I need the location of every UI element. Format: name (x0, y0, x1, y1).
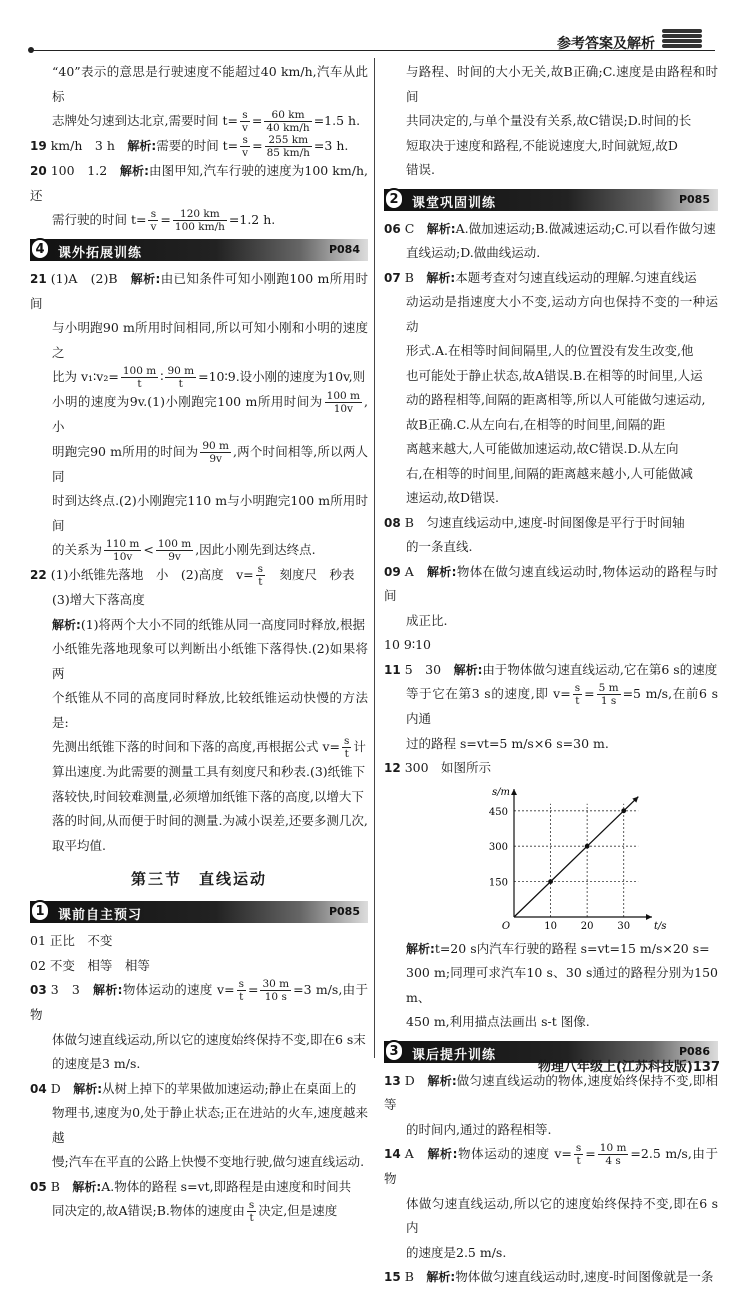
y-axis-arrow (511, 789, 517, 795)
series-line (514, 796, 638, 916)
banner-page: P085 (678, 192, 710, 206)
right-column: 与路程、时间的大小无关,故B正确;C.速度是由路程和时间 共同决定的,与单个量没有关系,故C错误;D.时间的长 短取决于速度和路程,不能说速度大,时间就短,故D 错误. 2 课堂巩固训练 P085 06 C 解析:A.做加速运动;B.做减速运动;C.可以看作做匀速 直线运动;D.做曲线运动. 07 B 解析:本题考查对匀速直线运动的理解.匀速直线运 动运动是指速度大小不变,运动方向也保持不变的一种运动 形式.A.在相等时间间隔里,人的位置没有发生改变,他 也可能处于静止状态,故A错误.B.在相等的时间里,人运 动的路程相等,间隔的距离相等,所以人可能做匀速运动, 故B正确.C.从左向右,在相等的时间里,间隔的距 离越来越大,人可能做加速运动,故C错误.D.从左向 右,在相等的时间里,间隔的距离越来越小,人可能做减 速运动,故D错误. 08 B 匀速直线运动中,速度-时间图像是平行于时间轴 的一条直线. 09 A 解析:物体在做匀速直线运动时,物体运动的路程与时间 成正比. 10 9∶10 11 5 30 解析:由于物体做匀速直线运动,它在第6 s的速度 等于它在第3 s的速度,即 v= $\frac{s}{t}$ = $\frac{5 m}{1 s}$ =5 m/s,在前6 s内通 过的路程 s=vt=5 m/s×6 s=30 m. 12 300 如图所示 10 20 30 150 300 450 O t/s s/m 解析:t=20 s内汽车行驶的路程 s=vt=15 m/s×20 s= 300 m;同理可求汽车10 s、30 s通过的路程分别为150 m、 450 m,利用描点法画出 s-t 图像. 3 课后提升训练 P086 13 D 解析:做匀速直线运动的物体,速度始终保持不变,即相等 的时间内,通过的路程相等. 14 A 解析:物体运动的速度 v= $\frac{s}{t}$ = $\frac{10 m}{4 s}$ =2.5 m/s,由于物 体做匀速直线运动,所以它的速度始终保持不变,即在6 s内 的速度是2.5 m/s. 15 B 解析:物体做匀速直线运动时,速度-时间图像就是一条 (384, 60, 718, 1290)
q12: 12 300 如图所示 (384, 760, 492, 775)
header-title: 参考答案及解析 (557, 36, 655, 52)
banner-extension-training (30, 239, 368, 261)
banner-class-training (384, 189, 718, 211)
banner-title: 课后提升训练 (412, 1047, 497, 1063)
y-tick-label: 450 (488, 806, 508, 818)
q21: 21 (1)A (2)B 解析:由已知条件可知小刚跑100 m所用时间 (30, 271, 368, 311)
q14: 14 A 解析:物体运动的速度 v= $\frac{s}{t}$ = $\frac{10 m}{4 s}$ =2.5 m/s,由于物 (384, 1142, 719, 1186)
q06: 06 C 解析:A.做加速运动;B.做减速运动;C.可以看作做匀速 (384, 220, 716, 236)
q15: 15 B 解析:物体做匀速直线运动时,速度-时间图像就是一条 (384, 1269, 714, 1284)
q09: 09 A 解析:物体在做匀速直线运动时,物体运动的路程与时间 (384, 563, 718, 603)
banner-page: P084 (328, 243, 360, 256)
banner-badge: 2 (384, 188, 404, 210)
q22: 22 (1)小纸锥先落地 小 (2)高度 v= $\frac{s}{t}$ 刻度尺 秒表 (30, 563, 355, 588)
data-point (585, 843, 590, 848)
x-tick-label: 30 (617, 920, 631, 932)
x-tick-label: 10 (544, 920, 557, 932)
column-divider (374, 58, 375, 1058)
q11: 11 5 30 解析:由于物体做匀速直线运动,它在第6 s的速度 (384, 661, 718, 677)
q07: 07 B 解析:本题考查对匀速直线运动的理解.匀速直线运 (384, 269, 697, 285)
y-tick-label: 300 (488, 841, 508, 853)
q03: 03 3 3 解析:物体运动的速度 v= $\frac{s}{t}$ = $\frac{30 m}{10 s}$ =3 m/s,由于物 (30, 978, 369, 1022)
q20: 20 100 1.2 解析:由图甲知,汽车行驶的速度为100 km/h,还 (30, 163, 368, 203)
x-tick-label: 20 (580, 920, 594, 932)
banner-badge: 4 (30, 238, 50, 260)
q05: 05 B 解析:A.物体的路程 s=vt,即路程是由速度和时间共 (30, 1178, 352, 1194)
banner-badge: 1 (30, 900, 50, 922)
x-axis-label: t/s (654, 920, 667, 932)
q01: 01 正比 不变 (30, 933, 113, 948)
fraction: $\frac{s}{v}$ (241, 109, 248, 134)
banner-title: 课堂巩固训练 (412, 195, 497, 211)
q08: 08 B 匀速直线运动中,速度-时间图像是平行于时间轴 (384, 514, 685, 530)
y-axis-label: s/m (492, 786, 510, 798)
left-column: “40”表示的意思是行驶速度不能超过40 km/h,汽车从此标 志牌处匀速到达北京,需要时间 t= $\frac{s}{v}$ = $\frac{60 km}{40 km/h}$ =1.5 h. 19 km/h 3 h 解析:需要的时间 t= $\frac{s}{v}$ = $\frac{255 km}{85 km/h}$ =3 h. 20 100 1.2 解析:由图甲知,汽车行驶的速度为100 km/h,还 需行驶的时间 t= $\frac{s}{v}$ = $\frac{120 km}{100 km/h}$ =1.2 h. 4 课外拓展训练 P084 21 (1)A (2)B 解析:由已知条件可知小刚跑100 m所用时间 与小明跑90 m所用时间相同,所以可知小刚和小明的速度之 比为 v₁∶v₂= $\frac{100 m}{t}$ ∶ $\frac{90 m}{t}$ =10∶9.设小刚的速度为10v,则 小明的速度为9v.(1)小刚跑完100 m所用时间为 $\frac{100 m}{10v}$ ,小 明跑完90 m所用的时间为 $\frac{90 m}{9v}$ ,两个时间相等,所以两人同 时到达终点.(2)小刚跑完110 m与小明跑完100 m所用时间 的关系为 $\frac{110 m}{10v}$ < $\frac{100 m}{9v}$ ,因此小刚先到达终点. 22 (1)小纸锥先落地 小 (2)高度 v= $\frac{s}{t}$ 刻度尺 秒表 (3)增大下落高度 解析:(1)将两个大小不同的纸锥从同一高度同时释放,根据 小纸锥先落地现象可以判断出小纸锥下落得快.(2)如果将两 个纸锥从不同的高度同时释放,比较纸锥运动快慢的方法是: 先测出纸锥下落的时间和下落的高度,再根据公式 v= $\frac{s}{t}$ 计 算出速度.为此需要的测量工具有刻度尺和秒表.(3)纸锥下 落较快,时间较难测量,必须增加纸锥下落的高度,以增大下 落的时间,从而便于时间的测量.为减小误差,还要多测几次, 取平均值. 第三节 直线运动 1 课前自主预习 P085 01 正比 不变 02 不变 相等 相等 03 3 3 解析:物体运动的速度 v= $\frac{s}{t}$ = $\frac{30 m}{10 s}$ =3 m/s,由于物 体做匀速直线运动,所以它的速度始终保持不变,即在6 s末 的速度是3 m/s. 04 D 解析:从树上掉下的苹果做加速运动;静止在桌面上的 物理书,速度为0,处于静止状态;正在进站的火车,速度越来越 慢;汽车在平直的公路上快慢不变地行驶,做匀速直线运动. 05 B 解析:A.物体的路程 s=vt,即路程是由速度和时间共 同决定的,故A错误;B.物体的速度由 $\frac{s}{t}$ 决定,但是速度 (30, 60, 368, 1224)
banner-badge: 3 (384, 1040, 404, 1062)
st-chart-svg (384, 785, 684, 935)
q02: 02 不变 相等 相等 (30, 957, 150, 973)
x-axis-arrow (646, 914, 652, 920)
intro-line-1: “40”表示的意思是行驶速度不能超过40 km/h,汽车从此标 (52, 64, 368, 104)
banner-page: P085 (328, 905, 360, 918)
banner-title: 课前自主预习 (58, 908, 143, 923)
books-icon (662, 28, 702, 50)
banner-title: 课外拓展训练 (58, 246, 143, 261)
origin-label: O (501, 920, 511, 932)
section-title: 第三节 直线运动 (130, 870, 267, 888)
q13: 13 D 解析:做匀速直线运动的物体,速度始终保持不变,即相等 (384, 1072, 718, 1112)
data-point (621, 808, 626, 813)
banner-page: P086 (678, 1044, 710, 1058)
footer-title: 物理八年级上(江苏科技版)137 (537, 1060, 720, 1075)
q19: 19 km/h 3 h 解析:需要的时间 t= $\frac{s}{v}$ = $\frac{255 km}{85 km/h}$ =3 h. (30, 134, 349, 159)
fraction: $\frac{60 km}{40 km/h}$ (266, 109, 310, 134)
data-point (548, 879, 553, 884)
st-chart (384, 785, 684, 935)
q04: 04 D 解析:从树上掉下的苹果做加速运动;静止在桌面上的 (30, 1080, 357, 1096)
y-tick-label: 150 (488, 877, 508, 889)
q10: 10 9∶10 (384, 637, 431, 652)
intro-line-2: 志牌处匀速到达北京,需要时间 t= $\frac{s}{v}$ = $\frac{60 km}{40 km/h}$ =1.5 h. (52, 109, 361, 134)
q20-line-2: 需行驶的时间 t= $\frac{s}{v}$ = $\frac{120 km}{100 km/h}$ =1.2 h. (52, 208, 276, 233)
banner-preview (30, 901, 368, 923)
